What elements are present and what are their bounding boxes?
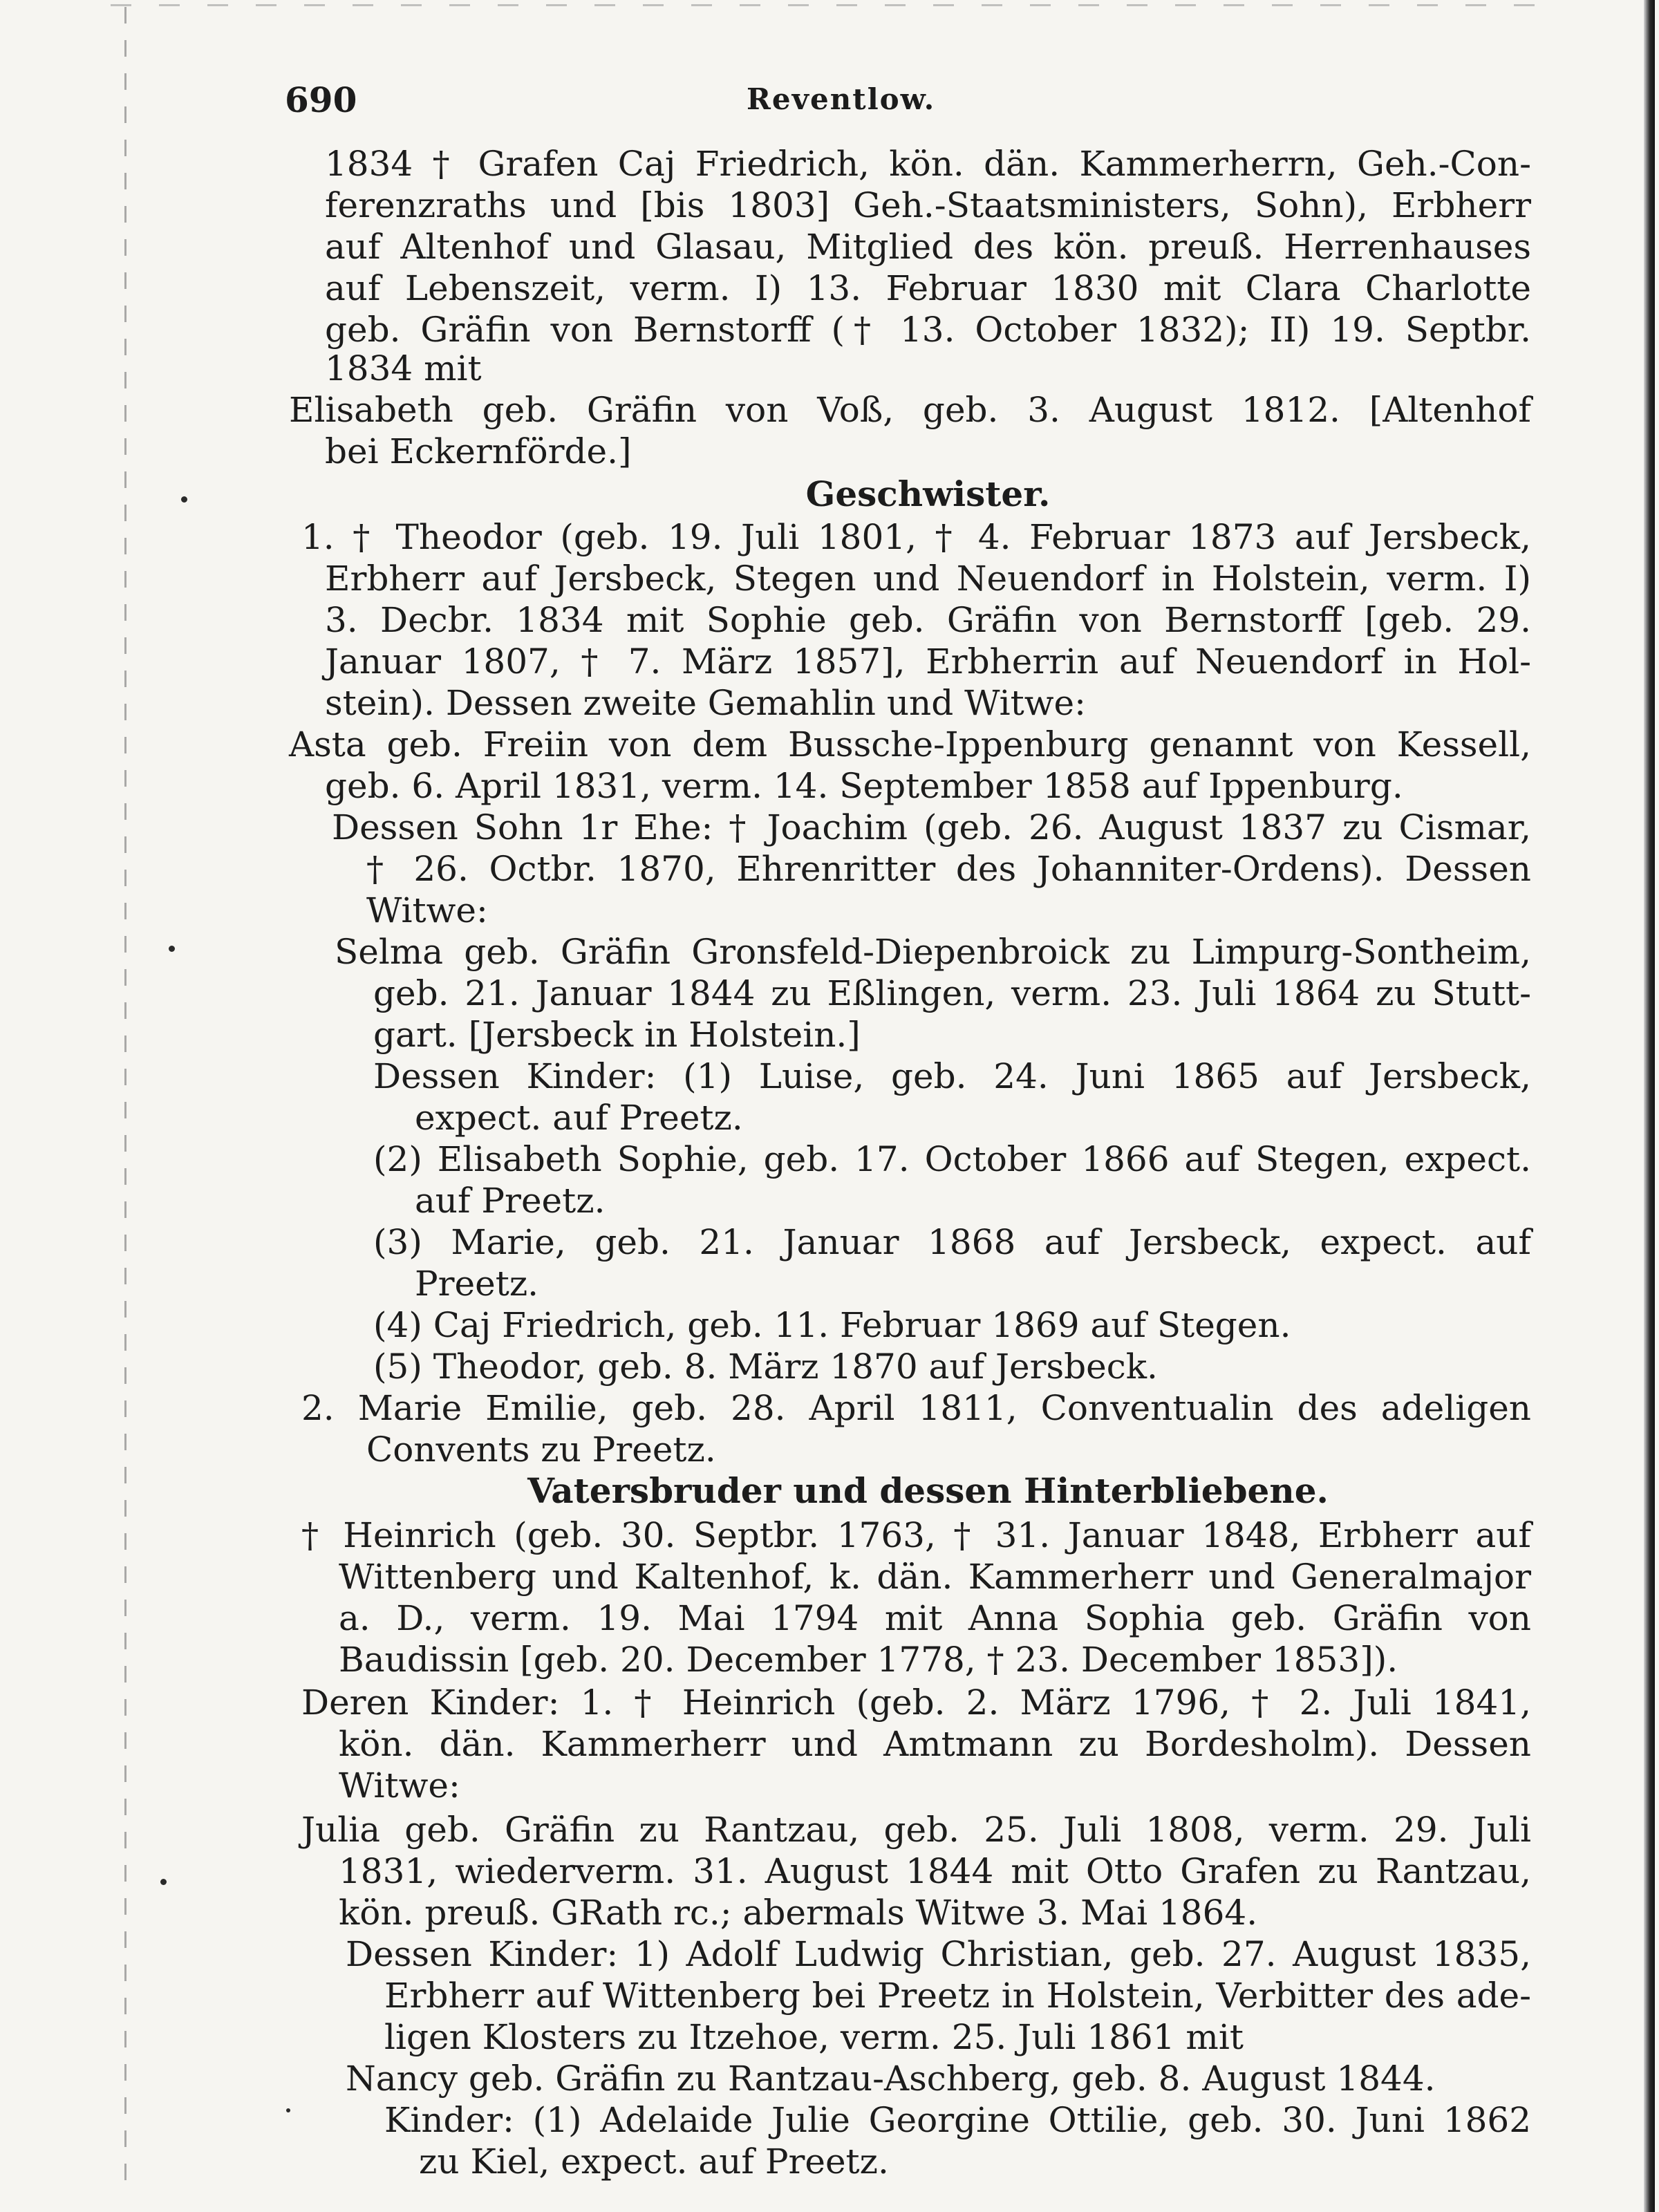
text-line: 1. † Theodor (geb. 19. Juli 1801, † 4. Februar 1873 auf Jersbeck, (301, 517, 1531, 557)
text-line: kön. preuß. GRath rc.; abermals Witwe 3. Mai 1864. (339, 1893, 1258, 1933)
page-number: 690 (285, 79, 357, 120)
text-line: Witwe: (366, 890, 488, 930)
text-line: † Heinrich (geb. 30. Septbr. 1763, † 31. Januar 1848, Erbherr auf (301, 1515, 1531, 1555)
text-line: Julia geb. Gräfin zu Rantzau, geb. 25. Juli 1808, verm. 29. Juli (301, 1810, 1531, 1850)
text-line: 1831, wiederverm. 31. August 1844 mit Otto Grafen zu Rantzau, (339, 1851, 1531, 1891)
text-line: zu Kiel, expect. auf Preetz. (419, 2141, 889, 2182)
text-line: Selma geb. Gräfin Gronsfeld-Diepenbroick zu Limpurg-Sontheim, (335, 932, 1531, 972)
text-line: Baudissin [geb. 20. December 1778, † 23. December 1853]). (339, 1640, 1398, 1680)
text-line: auf Altenhof und Glasau, Mitglied des kön. preuß. Herrenhauses (325, 227, 1531, 267)
text-line: kön. dän. Kammerherr und Amtmann zu Bordesholm). Dessen (339, 1724, 1531, 1764)
text-line: Convents zu Preetz. (366, 1430, 716, 1470)
page-header (0, 79, 1659, 128)
text-line: Erbherr auf Wittenberg bei Preetz in Holstein, Verbitter des ade- (384, 1976, 1531, 2016)
text-line: Kinder: (1) Adelaide Julie Georgine Ottilie, geb. 30. Juni 1862 (384, 2100, 1531, 2140)
text-line: Witwe: (339, 1765, 460, 1806)
text-line: (2) Elisabeth Sophie, geb. 17. October 1866 auf Stegen, expect. (373, 1139, 1531, 1179)
scan-artifact-top (111, 4, 1535, 6)
text-line: (3) Marie, geb. 21. Januar 1868 auf Jersbeck, expect. auf (373, 1222, 1531, 1262)
text-line: Elisabeth geb. Gräfin von Voß, geb. 3. August 1812. [Altenhof (289, 390, 1531, 430)
scan-artifact-left-margin (124, 7, 126, 2191)
ink-speck (181, 496, 187, 503)
text-line: Dessen Kinder: (1) Luise, geb. 24. Juni 1865 auf Jersbeck, (373, 1056, 1531, 1096)
text-line: (4) Caj Friedrich, geb. 11. Februar 1869 auf Stegen. (373, 1305, 1291, 1345)
text-line: 3. Decbr. 1834 mit Sophie geb. Gräfin von Bernstorff [geb. 29. (325, 600, 1531, 640)
ink-speck (169, 946, 175, 952)
text-line: (5) Theodor, geb. 8. März 1870 auf Jersbeck. (373, 1347, 1158, 1387)
text-line: Nancy geb. Gräfin zu Rantzau-Aschberg, geb. 8. August 1844. (346, 2059, 1436, 2099)
ink-speck (286, 2108, 290, 2112)
text-line: ligen Klosters zu Itzehoe, verm. 25. Juli 1861 mit (384, 2017, 1244, 2057)
text-line: Januar 1807, † 7. März 1857], Erbherrin auf Neuendorf in Hol- (325, 641, 1531, 682)
text-line: 2. Marie Emilie, geb. 28. April 1811, Conventualin des adeligen (301, 1388, 1531, 1428)
text-line: 1834 mit (325, 348, 482, 388)
text-line: † 26. Octbr. 1870, Ehrenritter des Johanniter-Ordens). Dessen (366, 849, 1531, 889)
running-head: Reventlow. (747, 82, 936, 116)
text-line: a. D., verm. 19. Mai 1794 mit Anna Sophia geb. Gräfin von (339, 1598, 1531, 1638)
section-heading: Geschwister. (805, 474, 1051, 514)
text-line: geb. 21. Januar 1844 zu Eßlingen, verm. 23. Juli 1864 zu Stutt- (373, 973, 1531, 1013)
text-line: Dessen Kinder: 1) Adolf Ludwig Christian, geb. 27. August 1835, (346, 1934, 1531, 1974)
text-line: gart. [Jersbeck in Holstein.] (373, 1015, 861, 1055)
text-line: Asta geb. Freiin von dem Bussche-Ippenburg genannt von Kessell, (289, 724, 1531, 765)
text-line: expect. auf Preetz. (415, 1098, 743, 1138)
text-line: geb. 6. April 1831, verm. 14. September 1858 auf Ippenburg. (325, 766, 1403, 806)
ink-speck (160, 1879, 167, 1885)
text-line: 1834 † Grafen Caj Friedrich, kön. dän. Kammerherrn, Geh.-Con- (325, 144, 1531, 184)
text-line: Erbherr auf Jersbeck, Stegen und Neuendorf in Holstein, verm. I) (325, 559, 1531, 599)
scan-artifact-right-edge (1644, 0, 1655, 2212)
text-line: ferenzraths und [bis 1803] Geh.-Staatsministers, Sohn), Erbherr (325, 185, 1531, 225)
text-line: Wittenberg und Kaltenhof, k. dän. Kammerherr und Generalmajor (339, 1557, 1531, 1597)
text-line: auf Preetz. (415, 1181, 606, 1221)
text-line: bei Eckernförde.] (325, 431, 632, 471)
text-line: Deren Kinder: 1. † Heinrich (geb. 2. März 1796, † 2. Juli 1841, (301, 1683, 1531, 1723)
text-line: auf Lebenszeit, verm. I) 13. Februar 1830 mit Clara Charlotte (325, 268, 1531, 308)
text-line: stein). Dessen zweite Gemahlin und Witwe: (325, 683, 1086, 723)
text-line: Preetz. (415, 1264, 539, 1304)
text-line: geb. Gräfin von Bernstorff († 13. October 1832); II) 19. Septbr. (325, 310, 1531, 350)
section-heading: Vatersbruder und dessen Hinterbliebene. (527, 1470, 1329, 1511)
text-line: Dessen Sohn 1r Ehe: † Joachim (geb. 26. August 1837 zu Cismar, (332, 807, 1531, 847)
